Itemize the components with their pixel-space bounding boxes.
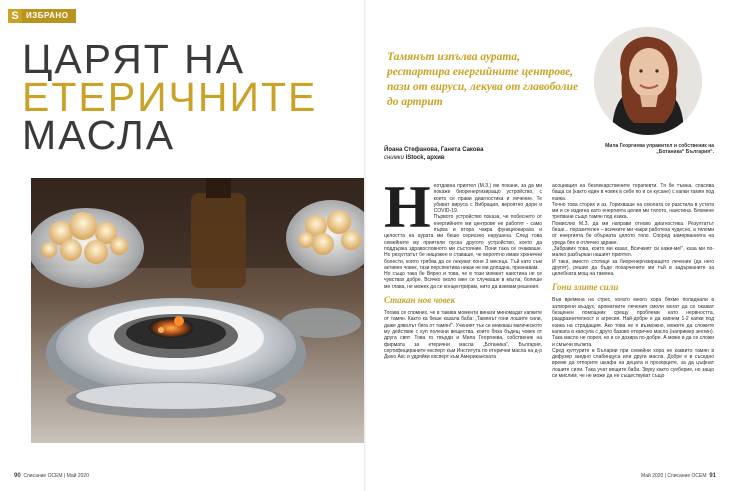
incense-burner-photo <box>31 178 364 443</box>
footer-magazine-right: Списание ОСЕМ <box>667 473 707 479</box>
col2-paragraph-5: И така, вместо стотици за биоренергизиращото лечение (да него другят), реших да бъде похарчените ми тъй в задържаните за целебната мощ на тамяна. <box>552 258 714 278</box>
portrait-photo <box>594 27 702 135</box>
title-line-2: ЕТЕРИЧНИТЕ <box>22 74 318 120</box>
photo-credit-label: снимки <box>384 155 404 161</box>
gutter <box>364 0 366 491</box>
col2-paragraph-6: Във времена на стрес, когато много хора бяхме попаднали в затворени въздух, ароматните лечения смоли могат да се окажат безценен помощник срещу проблеми като нервността, раздразнителност и агресия. Най-добре е да капнем 1-2 капки под езика на страдащия. Ако това не е възможно, можете да сложите капката в капсула с друго базово етерично масло (например зехтин). Така масло не лорея, но и се дозира по-добре. А може и да се сложи и смъкчи вължта. <box>552 297 714 348</box>
footer-right: Май 2020 | Списание ОСЕМ 91 <box>641 473 716 479</box>
section-tag <box>8 9 76 23</box>
author-names: Йоана Стефанова, Ганета Сакова <box>384 147 484 153</box>
page-number-right: 91 <box>709 473 716 479</box>
col2-paragraph-2: Точно това сторих и аз. Горихваше на смолата се разстила в устата ми и се издигна като енергията целия ми тялото, наистина. Бяхмене трепвани също тамян под езика. <box>552 201 714 221</box>
col1-paragraph-3: Но също така бе Вярно и това, че в този момент наистина не се чувствах добре. Всичко около мен се случваше в мъгла, болеше ме глава, не можех да се концентрирам, нито да вземам решения. <box>384 271 542 290</box>
footer-issue-left: Май 2020 <box>66 473 89 479</box>
col1-paragraph-1: еотдавна приятел (М.З.) ме покани, за да ми покаже биоренергизиращо устройство, с което се прави диагностика и лечение. Те убиват вируса с Вибрация, вероятно дори и COVID-19. <box>433 183 542 215</box>
col2-subheading: Гони злите сили <box>552 282 619 293</box>
drop-cap: Н <box>384 174 431 240</box>
page-number-left: 90 <box>14 473 21 479</box>
title-line-3: МАСЛА <box>22 112 176 158</box>
body-column-1 <box>384 174 542 361</box>
col2-paragraph-7: Сред културите в Бъларии при семейни хора не каквито тамян в дифузер заедно слабиндуса или други масла. Добре е в съседно време да отпорите шкафа на децата и прозорците, за да цъфнат лошите сили. Така учат вещите баби. Звуку както суеберие, но защо си мислим, че не може да не съществуват също <box>552 347 714 380</box>
portrait-caption: Мила Георгиева управител и собственик на „Ботаника“ България“. <box>605 143 714 155</box>
col1-paragraph-2: Първото устройство показа, че побеснето от енергийните ми центрове не работят - само първа и втора чакра функционираха и целостта на аурата ми беше сериозно нарушена. След това семейните му приятели пуска другото устройство, което да поддържа здравословното ми състояние. Пони така се очакваше. Но резултатът бе нищожен и ставаше, че вероятно имам хронични болести, които трябва да се лекуват поне 3 месеца. Тъй като съм активен човек, тази перспектива никак не ми допадна, признавам. <box>384 214 542 271</box>
footer-magazine-left: Списание ОСЕМ <box>23 473 63 479</box>
title-line-1: ЦАРЯТ НА <box>22 36 246 82</box>
footer-left: 90 Списание ОСЕМ | Май 2020 <box>14 473 89 479</box>
article-title <box>22 36 318 158</box>
col1-paragraph-4: Тогава се спомних, че в такива моменти винаги миномадат капките от тамян. Както ка беше казала баба: „Тамянът гони лошите сили, даже дяволът бяга от тамян!“. Ученият тък се вникваш магическото му действие с куп полезни вещества, които бяха бъдещ човек от друга свят. Това го твърди и Мила Георгиева, собственик на фирмата за етерични масла „Ботаника“, България, сертифицираните експерт към Института по етерични масла на д-р Дюко Акс и удряйки експерт към Американската <box>384 310 542 361</box>
lead-paragraph: Тамянът изпълва аурата, рестартира енергийните центрове, пази от вируси, лекува от главоболие до артрит <box>387 51 579 108</box>
article-authors <box>384 146 483 162</box>
section-tag-letter: S <box>8 9 22 23</box>
section-tag-label: ИЗБРАНО <box>22 9 76 23</box>
col2-paragraph-4: „Забравих това, които ми казах, Всичкият си кажи-ме!“, каза ми по-малко разбъркан нашият приятел. <box>552 245 714 259</box>
col2-paragraph-3: Помислих М.З. да ми направи отново диагностика. Резултатът беше... поразителен – всичките ми чакри работеха чудесно, а телеми от енергията бе обърната цялото тяло. Според замерванията на уреда бях в отлично здраве. <box>552 220 714 246</box>
body-column-2 <box>552 183 714 379</box>
col1-subheading: Стакан нов човек <box>384 295 456 306</box>
photo-credit: iStock, архив <box>405 155 445 161</box>
col2-paragraph-1: асоциация на безлекарствените терапевти. Тя бе тъмна, спасява баща си (както един в човек в себе по и се кусане) с капки тамян под езика. <box>552 183 714 202</box>
footer-issue-right: Май 2020 <box>641 473 664 479</box>
